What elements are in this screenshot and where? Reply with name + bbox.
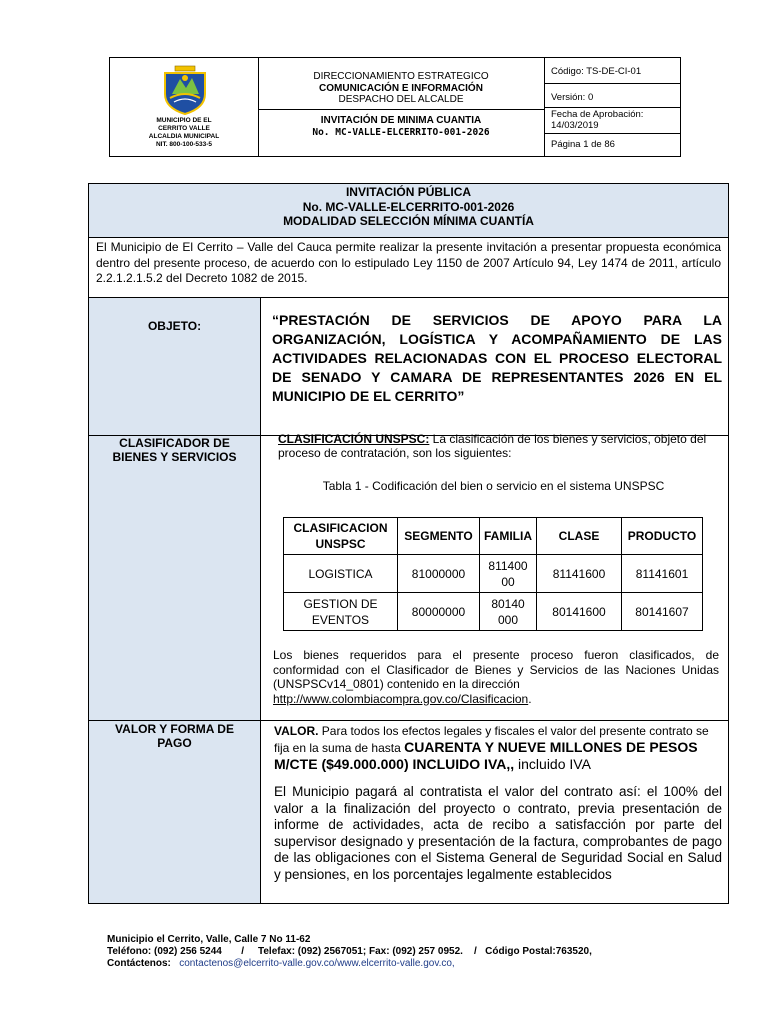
valor-amount: CUARENTA Y NUEVE MILLONES DE PESOS M/CTE ($49.000.000) INCLUIDO IVA,, bbox=[274, 739, 698, 772]
column-header: SEGMENTO bbox=[398, 518, 480, 555]
codigo-field: Código: TS-DE-CI-01 bbox=[544, 58, 680, 84]
table-row bbox=[284, 555, 703, 593]
bienes-paragraph bbox=[273, 648, 719, 706]
valor-label-line: PAGO bbox=[157, 735, 192, 750]
pagina-field: Página 1 de 86 bbox=[551, 139, 615, 150]
footer-address: Municipio el Cerrito, Valle, Calle 7 No 11-62 bbox=[107, 934, 311, 945]
title-line: INVITACIÓN PÚBLICA bbox=[345, 185, 472, 199]
forma-pago-paragraph: El Municipio pagará al contratista el valor del contrato así: el 100% del valor a la finalización del proyecto o contrato, previa presentación de informe de actividades, acta de recibo a satisfacción por parte del supervisor designado y presentación de la factura, comprobantes de pago de las obligaciones con el Sistema General de Seguridad Social en Salud y pensiones, en los porcentajes legalmente establecidos bbox=[274, 784, 722, 882]
fecha-label: Fecha de Aprobación: bbox=[551, 109, 644, 120]
department-line: DESPACHO DEL ALCALDE bbox=[338, 94, 464, 105]
bienes-end: . bbox=[528, 691, 532, 706]
intro-paragraph: El Municipio de El Cerrito – Valle del Cauca permite realizar la presente invitación a presentar propuesta económica dentro del presente proceso, de acuerdo con lo estipulado Ley 1150 de 2007 Artículo 94, Ley 1474 de 2011, artículo 2.2.1.2.1.5.2 del Decreto 1082 de 2015. bbox=[89, 238, 728, 298]
table-cell bbox=[284, 593, 398, 631]
table-header-row bbox=[284, 518, 703, 555]
clasificador-label-line: CLASIFICADOR DE bbox=[119, 436, 230, 450]
valor-label-line: VALOR Y FORMA DE bbox=[115, 722, 234, 736]
table-cell: 81141600 bbox=[537, 555, 622, 593]
colombiacompra-link[interactable]: http://www.colombiacompra.gov.co/Clasificacion bbox=[273, 691, 529, 706]
familia-value: 80140000 bbox=[491, 596, 525, 627]
logo-text-line: MUNICIPIO DE EL bbox=[156, 117, 212, 124]
logo-text bbox=[110, 117, 258, 149]
clasificador-label-line: BIENES Y SERVICIOS bbox=[112, 449, 237, 464]
bienes-link-line bbox=[273, 692, 719, 707]
title-line: MODALIDAD SELECCIÓN MÍNIMA CUANTÍA bbox=[283, 214, 534, 228]
valor-bold: VALOR. bbox=[274, 724, 319, 738]
footer bbox=[107, 934, 727, 970]
fecha-value: 14/03/2019 bbox=[551, 119, 599, 131]
clasificacion-heading bbox=[278, 432, 718, 460]
fecha-field bbox=[544, 108, 680, 134]
objeto-label: OBJETO: bbox=[89, 298, 261, 436]
unspsc-table bbox=[283, 517, 703, 631]
version-field: Versión: 0 bbox=[544, 84, 680, 108]
footer-contact-link[interactable]: contactenos@elcerrito-valle.gov.co/www.elcerrito-valle.gov.co, bbox=[179, 958, 455, 969]
column-header: CLASIFICACION UNSPSC bbox=[284, 518, 398, 555]
invitation-number: No. MC-VALLE-ELCERRITO-001-2026 bbox=[312, 127, 490, 138]
column-header: PRODUCTO bbox=[622, 518, 703, 555]
table-cell: LOGISTICA bbox=[284, 555, 398, 593]
valor-end: incluido IVA bbox=[514, 756, 591, 772]
table-caption: Tabla 1 - Codificación del bien o servicio en el sistema UNSPSC bbox=[322, 479, 665, 493]
logo-text-line: ALCALDIA MUNICIPAL bbox=[148, 133, 220, 140]
department-block bbox=[258, 58, 544, 110]
table-cell: 81141601 bbox=[622, 555, 703, 593]
footer-phones: Teléfono: (092) 256 5244 / Telefax: (092) 2567051; Fax: (092) 257 0952. / Código Postal:763520, bbox=[107, 946, 592, 957]
content-layer bbox=[88, 183, 729, 904]
valor-paragraph bbox=[274, 723, 722, 773]
department-cell bbox=[258, 58, 545, 156]
department-line: COMUNICACIÓN E INFORMACIÓN bbox=[319, 82, 483, 94]
bienes-text: Los bienes requeridos para el presente proceso fueron clasificados, de conformidad con el Clasificador de Bienes y Servicios de las Naciones Unidas (UNSPSCv14_0801) contenido en la dirección bbox=[273, 648, 719, 691]
clasificacion-heading-text: La clasificación de los bienes y servicios, objeto del proceso de contratación, son los siguientes: bbox=[278, 432, 707, 460]
column-header: CLASE bbox=[537, 518, 622, 555]
municipal-shield-icon bbox=[162, 64, 208, 116]
table-row bbox=[284, 593, 703, 631]
logo-cell bbox=[110, 58, 259, 156]
clasificacion-value: GESTION DE EVENTOS bbox=[303, 596, 378, 627]
footer-contact-label: Contáctenos: bbox=[107, 958, 171, 969]
logo-text-line: NIT. 800-100-533-5 bbox=[155, 141, 212, 148]
title-line: No. MC-VALLE-ELCERRITO-001-2026 bbox=[302, 199, 515, 214]
familia-value: 81140000 bbox=[488, 558, 528, 589]
control-cell bbox=[544, 58, 680, 156]
table-cell: 80141607 bbox=[622, 593, 703, 631]
valor-text: Para todos los efectos legales y fiscales el valor del presente contrato se fija en la suma de hasta bbox=[274, 724, 709, 755]
table-cell: 80141600 bbox=[537, 593, 622, 631]
table-cell bbox=[480, 593, 537, 631]
table-cell: 81000000 bbox=[398, 555, 480, 593]
footer-contact bbox=[107, 958, 727, 970]
invitation-block bbox=[258, 110, 544, 156]
objeto-text: “PRESTACIÓN DE SERVICIOS DE APOYO PARA LA ORGANIZACIÓN, LOGÍSTICA Y ACOMPAÑAMIENTO DE LAS ACTIVIDADES RELACIONADAS CON EL PROCESO ELECTORAL DE SENADO Y CAMARA DE REPRESENTANTES 2026 EN EL MUNICIPIO DE EL CERRITO” bbox=[272, 312, 722, 404]
column-header: FAMILIA bbox=[480, 518, 537, 555]
department-line: DIRECCIONAMIENTO ESTRATEGICO bbox=[313, 71, 489, 82]
table-cell bbox=[480, 555, 537, 593]
logo-text-line: CERRITO VALLE bbox=[158, 125, 210, 132]
clasificacion-heading-bold: CLASIFICACIÓN UNSPSC: bbox=[278, 432, 430, 446]
invitation-line: INVITACIÓN DE MINIMA CUANTIA bbox=[320, 115, 482, 126]
table-cell: 80000000 bbox=[398, 593, 480, 631]
document-header bbox=[109, 57, 681, 157]
